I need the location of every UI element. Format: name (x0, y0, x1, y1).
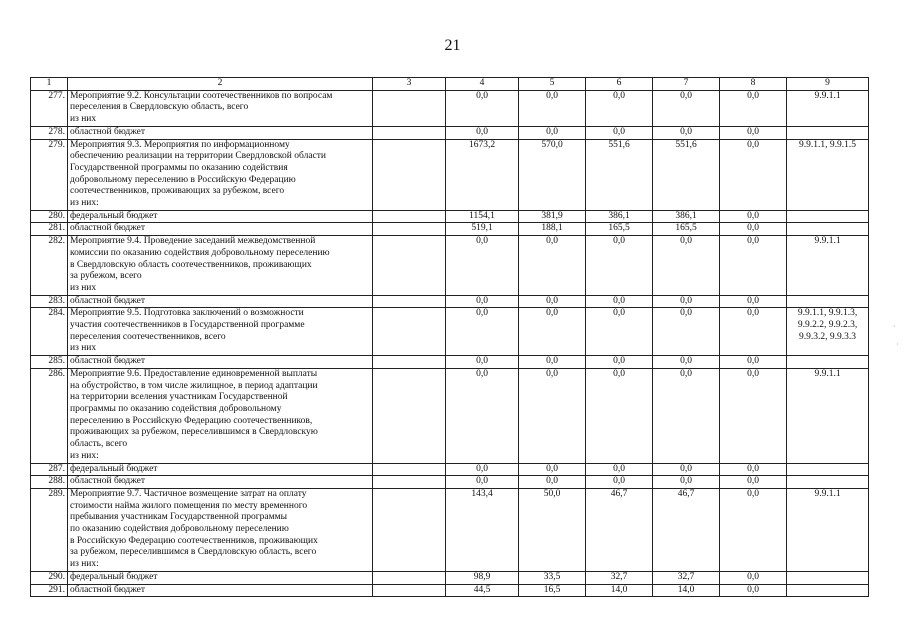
cell-c7: 46,7 (653, 488, 720, 571)
cell-desc: федеральный бюджет (68, 210, 373, 223)
cell-c9 (787, 356, 869, 369)
cell-num: 277. (31, 90, 68, 126)
cell-c4: 0,0 (446, 463, 519, 476)
cell-c7: 0,0 (653, 90, 720, 126)
cell-c6: 0,0 (586, 463, 653, 476)
cell-c3 (373, 356, 446, 369)
cell-c7: 14,0 (653, 584, 720, 597)
cell-c9: 9.9.1.1 (787, 236, 869, 296)
cell-c5: 0,0 (519, 463, 586, 476)
cell-c8: 0,0 (720, 126, 787, 139)
cell-c7: 0,0 (653, 308, 720, 356)
cell-desc: Мероприятие 9.7. Частичное возмещение затрат на оплату стоимости найма жилого помещения по месту временного пребывания участникам Государственной программы по оказанию содействия добровольному переселению в Российскую Федерацию соотечественников, проживающих за рубежом, переселившимся в Свердловскую область, всего из них: (68, 488, 373, 571)
cell-desc: областной бюджет (68, 356, 373, 369)
cell-c5: 188,1 (519, 223, 586, 236)
column-header: 1 (31, 78, 68, 91)
table-row (31, 463, 869, 476)
cell-num: 287. (31, 463, 68, 476)
cell-desc: Мероприятие 9.6. Предоставление единовременной выплаты на обустройство, в том числе жилищное, в период адаптации на территории вселения участникам Государственной программы по оказанию содействия добровольному переселению в Российскую Федерацию соотечественников, проживающих за рубежом, переселившимся в Свердловскую область, всего из них: (68, 368, 373, 463)
cell-c4: 1154,1 (446, 210, 519, 223)
cell-c6: 0,0 (586, 308, 653, 356)
cell-c5: 0,0 (519, 90, 586, 126)
cell-c7: 0,0 (653, 463, 720, 476)
cell-c6: 165,5 (586, 223, 653, 236)
cell-c5: 0,0 (519, 295, 586, 308)
budget-table (30, 77, 869, 597)
column-header: 4 (446, 78, 519, 91)
cell-c3 (373, 236, 446, 296)
column-header: 6 (586, 78, 653, 91)
table-row (31, 368, 869, 463)
cell-c7: 0,0 (653, 126, 720, 139)
cell-c9 (787, 223, 869, 236)
cell-c5: 570,0 (519, 139, 586, 210)
cell-c8: 0,0 (720, 571, 787, 584)
cell-c4: 143,4 (446, 488, 519, 571)
cell-desc: областной бюджет (68, 223, 373, 236)
cell-c4: 519,1 (446, 223, 519, 236)
scan-mark: · (896, 340, 899, 349)
cell-c7: 32,7 (653, 571, 720, 584)
column-header: 5 (519, 78, 586, 91)
cell-desc: Мероприятие 9.4. Проведение заседаний межведомственной комиссии по оказанию содействия добровольному переселению в Свердловскую область соотечественников, проживающих за рубежом, всего из них (68, 236, 373, 296)
cell-c7: 0,0 (653, 356, 720, 369)
cell-c7: 165,5 (653, 223, 720, 236)
cell-c3 (373, 139, 446, 210)
cell-desc: областной бюджет (68, 584, 373, 597)
cell-c4: 0,0 (446, 90, 519, 126)
cell-desc: областной бюджет (68, 126, 373, 139)
cell-c4: 44,5 (446, 584, 519, 597)
cell-c5: 50,0 (519, 488, 586, 571)
cell-c3 (373, 210, 446, 223)
table-row (31, 90, 869, 126)
cell-c3 (373, 476, 446, 489)
cell-c8: 0,0 (720, 223, 787, 236)
cell-num: 283. (31, 295, 68, 308)
cell-c6: 0,0 (586, 236, 653, 296)
table-row (31, 584, 869, 597)
cell-c4: 0,0 (446, 126, 519, 139)
cell-c6: 14,0 (586, 584, 653, 597)
table-row (31, 236, 869, 296)
cell-c3 (373, 126, 446, 139)
cell-c8: 0,0 (720, 210, 787, 223)
table-row (31, 126, 869, 139)
column-header: 9 (787, 78, 869, 91)
cell-c4: 0,0 (446, 356, 519, 369)
cell-c9: 9.9.1.1 (787, 90, 869, 126)
cell-c4: 0,0 (446, 476, 519, 489)
cell-num: 288. (31, 476, 68, 489)
page-number: 21 (444, 37, 461, 54)
table-row (31, 308, 869, 356)
cell-c3 (373, 90, 446, 126)
cell-c3 (373, 463, 446, 476)
cell-c9: 9.9.1.1, 9.9.1.5 (787, 139, 869, 210)
cell-num: 279. (31, 139, 68, 210)
cell-c4: 0,0 (446, 368, 519, 463)
column-header: 7 (653, 78, 720, 91)
cell-c7: 0,0 (653, 476, 720, 489)
cell-c6: 32,7 (586, 571, 653, 584)
cell-c5: 0,0 (519, 368, 586, 463)
table-row (31, 139, 869, 210)
cell-c5: 0,0 (519, 476, 586, 489)
cell-c3 (373, 571, 446, 584)
table-row (31, 571, 869, 584)
scan-mark: · (893, 322, 896, 331)
cell-c7: 0,0 (653, 236, 720, 296)
cell-c5: 0,0 (519, 308, 586, 356)
cell-num: 291. (31, 584, 68, 597)
table-row (31, 295, 869, 308)
cell-c3 (373, 308, 446, 356)
cell-c7: 0,0 (653, 295, 720, 308)
cell-c8: 0,0 (720, 236, 787, 296)
cell-c3 (373, 584, 446, 597)
cell-c7: 0,0 (653, 368, 720, 463)
cell-c9 (787, 210, 869, 223)
cell-c4: 98,9 (446, 571, 519, 584)
cell-desc: Мероприятия 9.3. Мероприятия по информационному обеспечению реализации на территории Свердловской области Государственной программы по оказанию содействия добровольному переселению в Российскую Федерацию соотечественников, проживающих за рубежом, всего из них: (68, 139, 373, 210)
cell-c4: 0,0 (446, 308, 519, 356)
cell-c3 (373, 295, 446, 308)
cell-c4: 0,0 (446, 236, 519, 296)
cell-c9 (787, 126, 869, 139)
cell-c9 (787, 476, 869, 489)
cell-num: 280. (31, 210, 68, 223)
cell-num: 285. (31, 356, 68, 369)
column-header: 3 (373, 78, 446, 91)
cell-c6: 0,0 (586, 126, 653, 139)
cell-c9 (787, 584, 869, 597)
cell-c5: 0,0 (519, 356, 586, 369)
cell-c8: 0,0 (720, 356, 787, 369)
cell-c6: 0,0 (586, 476, 653, 489)
cell-c8: 0,0 (720, 295, 787, 308)
cell-c3 (373, 368, 446, 463)
cell-num: 286. (31, 368, 68, 463)
cell-c4: 0,0 (446, 295, 519, 308)
table-row (31, 476, 869, 489)
cell-c9: 9.9.1.1 (787, 368, 869, 463)
cell-c7: 386,1 (653, 210, 720, 223)
cell-c4: 1673,2 (446, 139, 519, 210)
cell-desc: Мероприятие 9.5. Подготовка заключений о возможности участия соотечественников в Государственной программе переселения соотечественников, всего из них (68, 308, 373, 356)
cell-desc: областной бюджет (68, 295, 373, 308)
cell-c5: 0,0 (519, 236, 586, 296)
cell-c8: 0,0 (720, 139, 787, 210)
cell-c8: 0,0 (720, 368, 787, 463)
cell-c8: 0,0 (720, 308, 787, 356)
cell-num: 284. (31, 308, 68, 356)
cell-desc: федеральный бюджет (68, 463, 373, 476)
cell-num: 282. (31, 236, 68, 296)
table-row (31, 223, 869, 236)
cell-c8: 0,0 (720, 476, 787, 489)
cell-c8: 0,0 (720, 488, 787, 571)
cell-c6: 0,0 (586, 368, 653, 463)
cell-c6: 551,6 (586, 139, 653, 210)
cell-c6: 386,1 (586, 210, 653, 223)
cell-num: 290. (31, 571, 68, 584)
cell-c3 (373, 223, 446, 236)
cell-c3 (373, 488, 446, 571)
cell-desc: областной бюджет (68, 476, 373, 489)
cell-c5: 381,9 (519, 210, 586, 223)
table-row (31, 210, 869, 223)
cell-c5: 0,0 (519, 126, 586, 139)
cell-c6: 0,0 (586, 295, 653, 308)
cell-c6: 0,0 (586, 90, 653, 126)
cell-c9 (787, 295, 869, 308)
cell-c9 (787, 571, 869, 584)
cell-c6: 0,0 (586, 356, 653, 369)
cell-c8: 0,0 (720, 90, 787, 126)
table-row (31, 488, 869, 571)
cell-num: 278. (31, 126, 68, 139)
cell-c9: 9.9.1.1 (787, 488, 869, 571)
column-header: 2 (68, 78, 373, 91)
cell-desc: федеральный бюджет (68, 571, 373, 584)
cell-c8: 0,0 (720, 584, 787, 597)
cell-c7: 551,6 (653, 139, 720, 210)
cell-c9 (787, 463, 869, 476)
cell-c5: 33,5 (519, 571, 586, 584)
column-header: 8 (720, 78, 787, 91)
table-header-row (31, 78, 869, 91)
cell-desc: Мероприятие 9.2. Консультации соотечественников по вопросам переселения в Свердловскую область, всего из них (68, 90, 373, 126)
cell-num: 281. (31, 223, 68, 236)
cell-c5: 16,5 (519, 584, 586, 597)
cell-num: 289. (31, 488, 68, 571)
cell-c6: 46,7 (586, 488, 653, 571)
cell-c8: 0,0 (720, 463, 787, 476)
cell-c9: 9.9.1.1, 9.9.1.3, 9.9.2.2, 9.9.2.3, 9.9.3.2, 9.9.3.3 (787, 308, 869, 356)
table-row (31, 356, 869, 369)
